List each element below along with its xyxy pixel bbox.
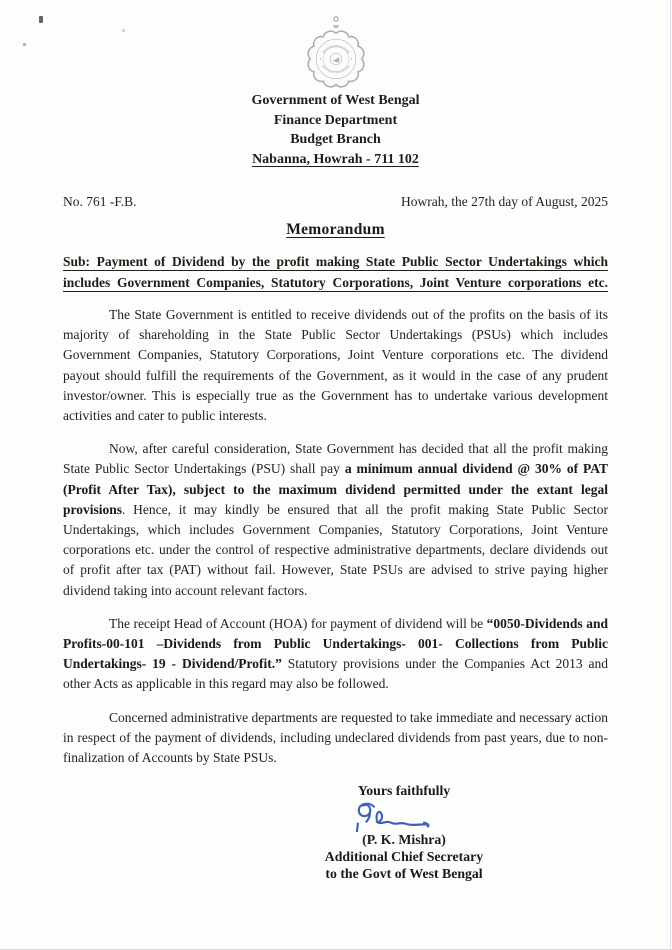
memo-number: No. 761 -F.B. (63, 194, 137, 209)
paragraph-3-text: Statutory provisions under the Companies Act 2013 and other Acts as applicable in this regard may also be followed. (63, 656, 609, 692)
paragraph-2-text: Now, after careful consideration, State Government has decided that all the profit making State Public Sector Undertakings (PSU) shall pay (63, 441, 608, 477)
scan-speck (122, 29, 125, 32)
memo-body (63, 305, 608, 768)
branch-name: Budget Branch (290, 132, 381, 147)
memo-title: Memorandum (286, 221, 385, 238)
signatory-designation: Additional Chief Secretary (324, 849, 484, 865)
subject-line: Sub: Payment of Dividend by the profit making State Public Sector Undertakings which includes Government Companies, Statutory Corporations, Joint Venture corporations etc. (63, 254, 608, 290)
signature-salutation: Yours faithfully (357, 783, 451, 799)
dividend-rate-bold: a minimum annual dividend @ 30% of PAT (Profit After Tax), subject to the maximum dividend permitted under the extant legal provisions (63, 461, 609, 517)
paragraph-3-text: The receipt Head of Account (HOA) for payment of dividend will be (109, 615, 487, 631)
scan-speck (39, 16, 43, 23)
govt-seal-icon (302, 27, 370, 91)
body-paragraph-2 (63, 439, 608, 601)
signature-block (284, 782, 524, 882)
department-name: Finance Department (273, 112, 398, 128)
signatory-name: (P. K. Mishra) (362, 832, 446, 848)
paragraph-2-text: . Hence, it may kindly be ensured that all the profit making State Public Sector Undertakings, which includes Government Companies, Statutory Corporations, Joint Venture corporations etc. under the control of respective administrative departments, declare dividends out of profit after tax (PAT) without fail. However, State PSUs are advised to strive paying higher dividend taking into account relevant factors. (63, 501, 608, 598)
handwritten-signature-icon (341, 800, 439, 834)
place-and-date: Howrah, the 27th day of August, 2025 (401, 194, 608, 209)
signatory-organization: to the Govt of West Bengal (325, 866, 483, 882)
scan-speck (23, 43, 26, 46)
body-paragraph-4: Concerned administrative departments are requested to take immediate and necessary action in respect of the payment of dividends, including undeclared dividends from past years, due to non-finalization of Accounts by State PSUs. (63, 709, 608, 766)
address-line: Nabanna, Howrah - 711 102 (252, 151, 419, 167)
reference-row (63, 194, 608, 210)
body-paragraph-1: The State Government is entitled to receive dividends out of the profits on the basis of its majority of shareholding in the State Public Sector Undertakings (PSUs) which includes Government Companies, Statutory Corporations, Joint Venture corporations etc. The dividend payout should fulfill the requirements of the Government, as it would in the case of any prudent investor/owner. This is especially true as the Government has to undertake various development activities and cater to public interests. (63, 307, 608, 424)
hoa-code-bold: “0050-Dividends and Profits-00-101 –Dividends from Public Undertakings- 001- Collections from Public Undertakings- 19 - Dividend/Profit.” (63, 615, 608, 672)
org-name: Government of West Bengal (251, 93, 420, 108)
body-paragraph-3 (63, 614, 608, 695)
letterhead (63, 16, 608, 169)
